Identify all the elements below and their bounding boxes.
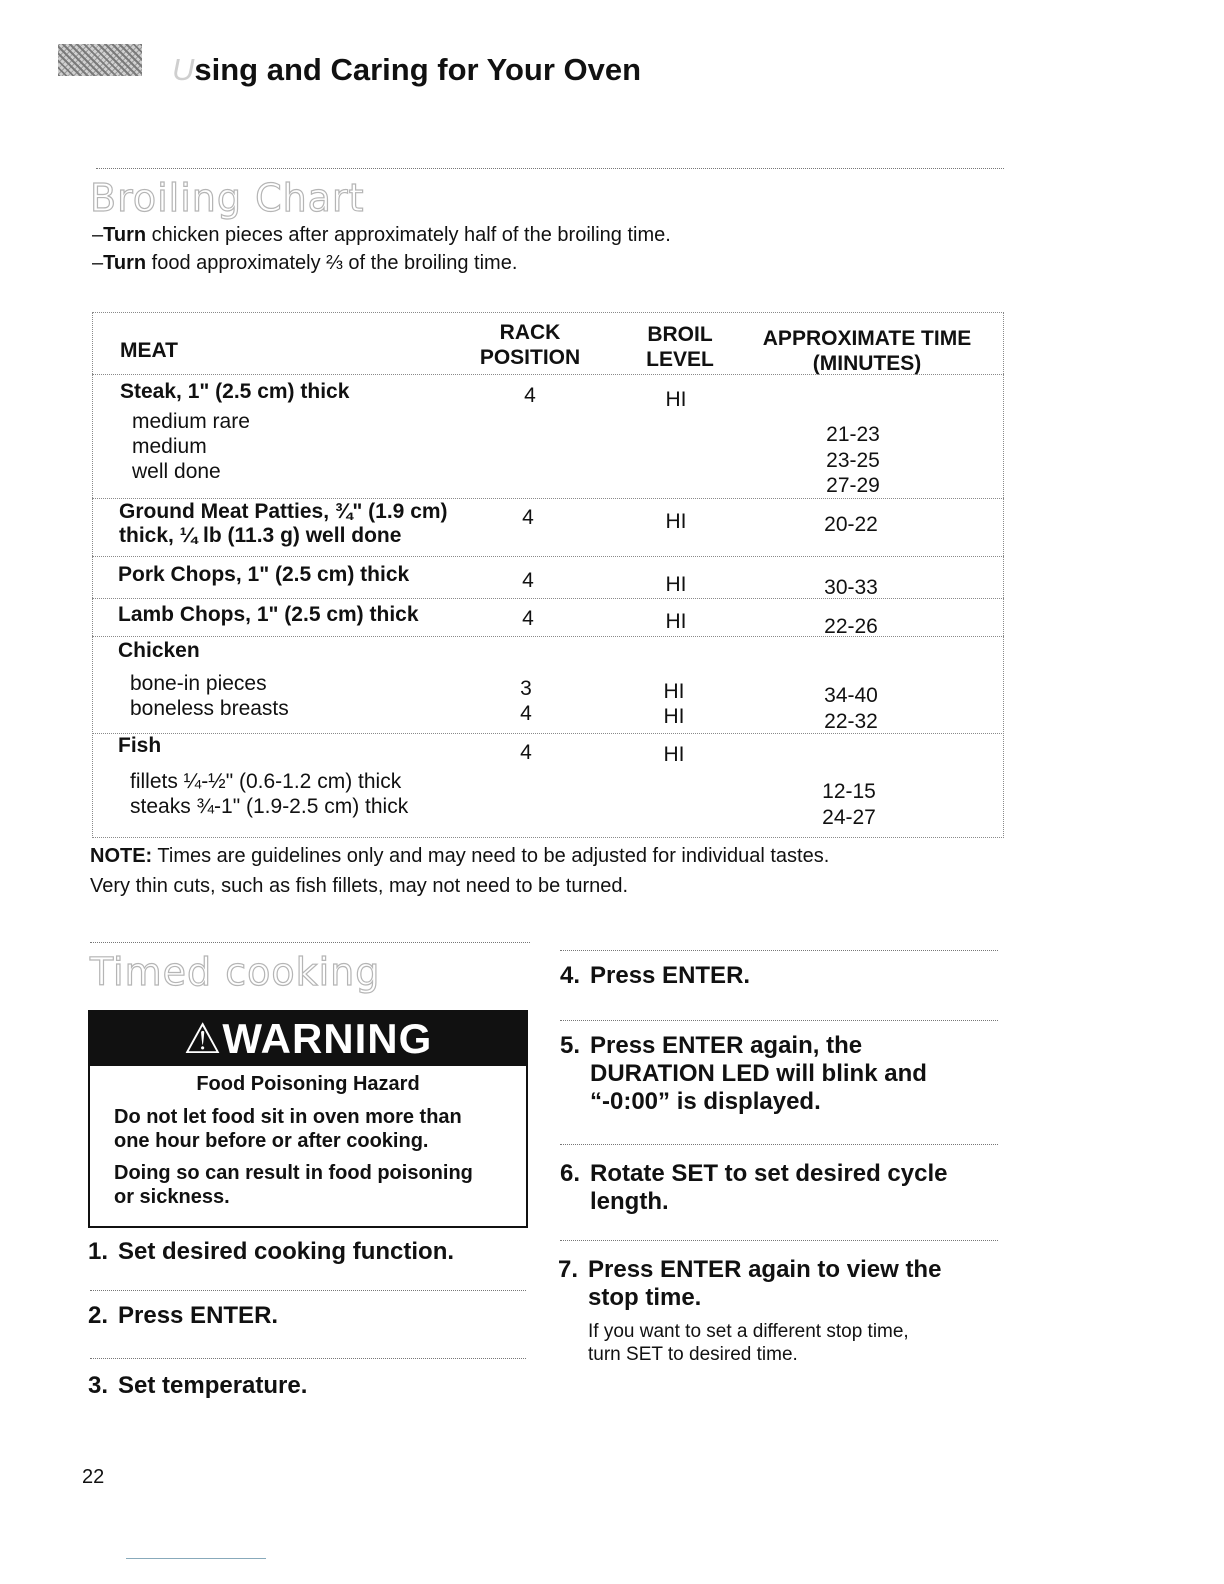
tip-line: –Turn food approximately ⅔ of the broiling time. (92, 252, 518, 274)
rack-position: 4 (522, 506, 534, 529)
column-header-broil: BROIL LEVEL (646, 323, 714, 371)
section-divider (90, 942, 530, 943)
rack-position: 4 (522, 607, 534, 630)
step-divider (560, 950, 998, 951)
meat-name: Lamb Chops, 1" (2.5 cm) thick (118, 603, 419, 626)
tip-line: –Turn chicken pieces after approximately half of the broiling time. (92, 224, 671, 246)
meat-name: thick, ¼ lb (11.3 g) well done (119, 524, 402, 547)
time-values: 21-23 23-25 27-29 (826, 423, 880, 497)
step-divider (560, 1240, 998, 1241)
broil-level: HI (663, 680, 685, 703)
table-divider (92, 733, 1004, 734)
warning-subtitle: Food Poisoning Hazard (196, 1073, 420, 1095)
doneness: medium rare (132, 410, 250, 433)
broil-level: HI (663, 705, 685, 728)
table-divider (92, 556, 1004, 557)
meat-name: Ground Meat Patties, ¾" (1.9 cm) (119, 500, 448, 523)
section-tab-graphic (58, 44, 142, 76)
chart-note: Very thin cuts, such as fish fillets, may not need to be turned. (90, 875, 629, 897)
step-4: 4. Press ENTER. (560, 962, 751, 989)
broil-level: HI (663, 743, 685, 766)
time-values: 12-15 24-27 (822, 780, 876, 829)
broiling-chart-heading: Broiling Chart (90, 176, 365, 220)
step-divider (560, 1144, 998, 1145)
time-value: 30-33 (824, 576, 878, 599)
meat-name: Chicken (118, 639, 200, 662)
broil-level: HI (665, 388, 687, 411)
broil-level: HI (665, 573, 687, 596)
doneness: well done (132, 460, 221, 483)
time-value: 22-26 (824, 615, 878, 638)
rack-position: 4 (520, 702, 532, 725)
time-values: 34-40 22-32 (824, 684, 878, 733)
table-divider (92, 374, 1004, 375)
chart-note: NOTE: Times are guidelines only and may need to be adjusted for individual tastes. (90, 845, 830, 867)
step-5: 5. Press ENTER again, the DURATION LED will blink and “-0:00” is displayed. (560, 1032, 927, 1115)
footer-rule (126, 1558, 266, 1559)
column-header-rack: RACK POSITION (479, 321, 581, 369)
rack-position: 3 (520, 677, 532, 700)
cut-type: steaks ¾-1" (1.9-2.5 cm) thick (130, 795, 409, 818)
step-2: 2. Press ENTER. (88, 1302, 279, 1329)
broil-level: HI (665, 610, 687, 633)
time-value: 20-22 (824, 513, 878, 536)
broil-level: HI (665, 510, 687, 533)
meat-name: Fish (118, 734, 162, 757)
cut-type: fillets ¼-½" (0.6-1.2 cm) thick (130, 770, 402, 793)
doneness: medium (132, 435, 207, 458)
timed-cooking-heading: Timed cooking (90, 950, 381, 994)
page-title: Using and Caring for Your Oven (172, 52, 642, 87)
step-7: 7. Press ENTER again to view the stop time. (558, 1256, 942, 1311)
step-3: 3. Set temperature. (88, 1372, 308, 1399)
column-header-meat: MEAT (120, 339, 178, 362)
meat-name: Pork Chops, 1" (2.5 cm) thick (118, 563, 410, 586)
step-divider (90, 1290, 526, 1291)
cut-type: boneless breasts (130, 697, 289, 720)
step-1: 1. Set desired cooking function. (88, 1238, 455, 1265)
rack-position: 4 (520, 741, 532, 764)
warning-banner: ⚠WARNING (88, 1010, 528, 1066)
step-divider (560, 1020, 998, 1021)
step-7-detail: If you want to set a different stop time, turn SET to desired time. (588, 1321, 909, 1365)
table-divider (92, 598, 1004, 599)
cut-type: bone-in pieces (130, 672, 267, 695)
step-divider (90, 1358, 526, 1359)
section-divider (96, 168, 1004, 169)
meat-name: Steak, 1" (2.5 cm) thick (120, 380, 350, 403)
table-divider (92, 498, 1004, 499)
warning-text: Doing so can result in food poisoning or sickness. (114, 1162, 473, 1208)
rack-position: 4 (524, 384, 536, 407)
warning-text: Do not let food sit in oven more than one hour before or after cooking. (114, 1106, 462, 1152)
step-6: 6. Rotate SET to set desired cycle length. (560, 1160, 948, 1215)
rack-position: 4 (522, 569, 534, 592)
column-header-time: APPROXIMATE TIME (MINUTES) (762, 327, 972, 375)
table-divider (92, 636, 1004, 637)
page-number: 22 (82, 1466, 105, 1488)
